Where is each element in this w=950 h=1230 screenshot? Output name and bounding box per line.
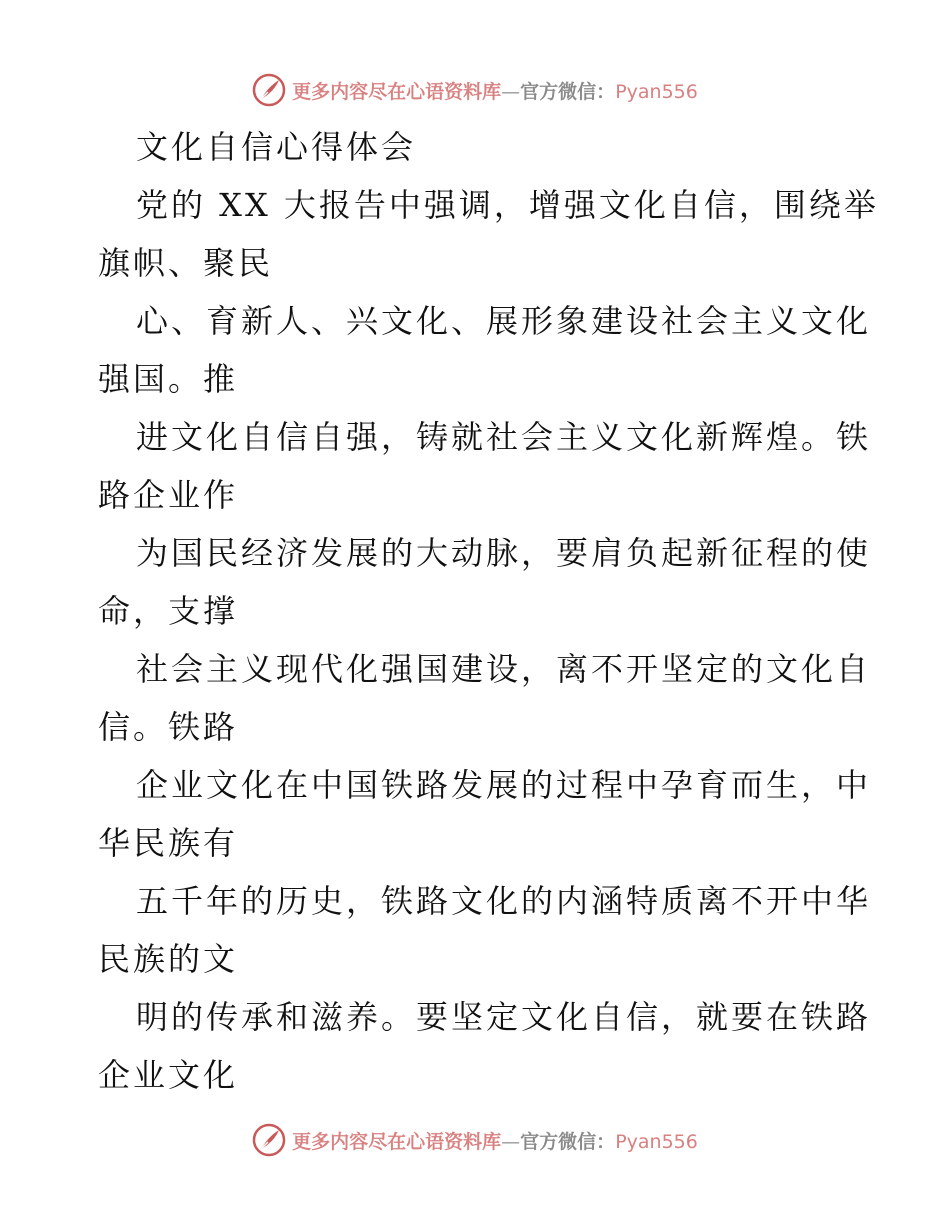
watermark-separator: — bbox=[501, 1130, 521, 1153]
paragraph-line: 党的 XX 大报告中强调，增强文化自信，围绕举 bbox=[136, 186, 879, 224]
paragraph-line: 进文化自信自强，铸就社会主义文化新辉煌。铁 bbox=[136, 418, 872, 456]
watermark-id: Pyan556 bbox=[615, 1130, 698, 1153]
paragraph-line: 命，支撑 bbox=[98, 592, 239, 630]
paragraph-line: 社会主义现代化强国建设，离不开坚定的文化自 bbox=[136, 650, 872, 688]
paragraph-line: 为国民经济发展的大动脉，要肩负起新征程的使 bbox=[136, 534, 872, 572]
footer-watermark bbox=[0, 1120, 950, 1160]
document-title: 文化自信心得体会 bbox=[136, 128, 417, 166]
paragraph-line: 五千年的历史，铁路文化的内涵特质离不开中华 bbox=[136, 882, 872, 920]
header-watermark bbox=[0, 70, 950, 110]
watermark-brand: 更多内容尽在心语资料库 bbox=[292, 80, 502, 103]
paragraph-line: 企业文化在中国铁路发展的过程中孕育而生，中 bbox=[136, 766, 872, 804]
paragraph-line: 路企业作 bbox=[98, 476, 239, 514]
feather-pen-icon bbox=[252, 1123, 286, 1157]
watermark-label: 官方微信： bbox=[520, 80, 616, 103]
watermark-text bbox=[292, 77, 698, 104]
paragraph-line: 心、育新人、兴文化、展形象建设社会主义文化 bbox=[136, 302, 872, 340]
watermark-brand: 更多内容尽在心语资料库 bbox=[292, 1130, 502, 1153]
paragraph-line: 信。铁路 bbox=[98, 708, 239, 746]
watermark-text bbox=[292, 1127, 698, 1154]
watermark-separator: — bbox=[501, 80, 521, 103]
paragraph-line: 华民族有 bbox=[98, 824, 239, 862]
document-body bbox=[98, 118, 879, 1104]
paragraph-line: 强国。推 bbox=[98, 360, 239, 398]
paragraph-line: 旗帜、聚民 bbox=[98, 244, 274, 282]
paragraph-line: 明的传承和滋养。要坚定文化自信，就要在铁路 bbox=[136, 998, 872, 1036]
watermark-label: 官方微信： bbox=[520, 1130, 616, 1153]
paragraph-line: 企业文化 bbox=[98, 1056, 239, 1094]
paragraph-line: 民族的文 bbox=[98, 940, 239, 978]
watermark-id: Pyan556 bbox=[615, 80, 698, 103]
feather-pen-icon bbox=[252, 73, 286, 107]
